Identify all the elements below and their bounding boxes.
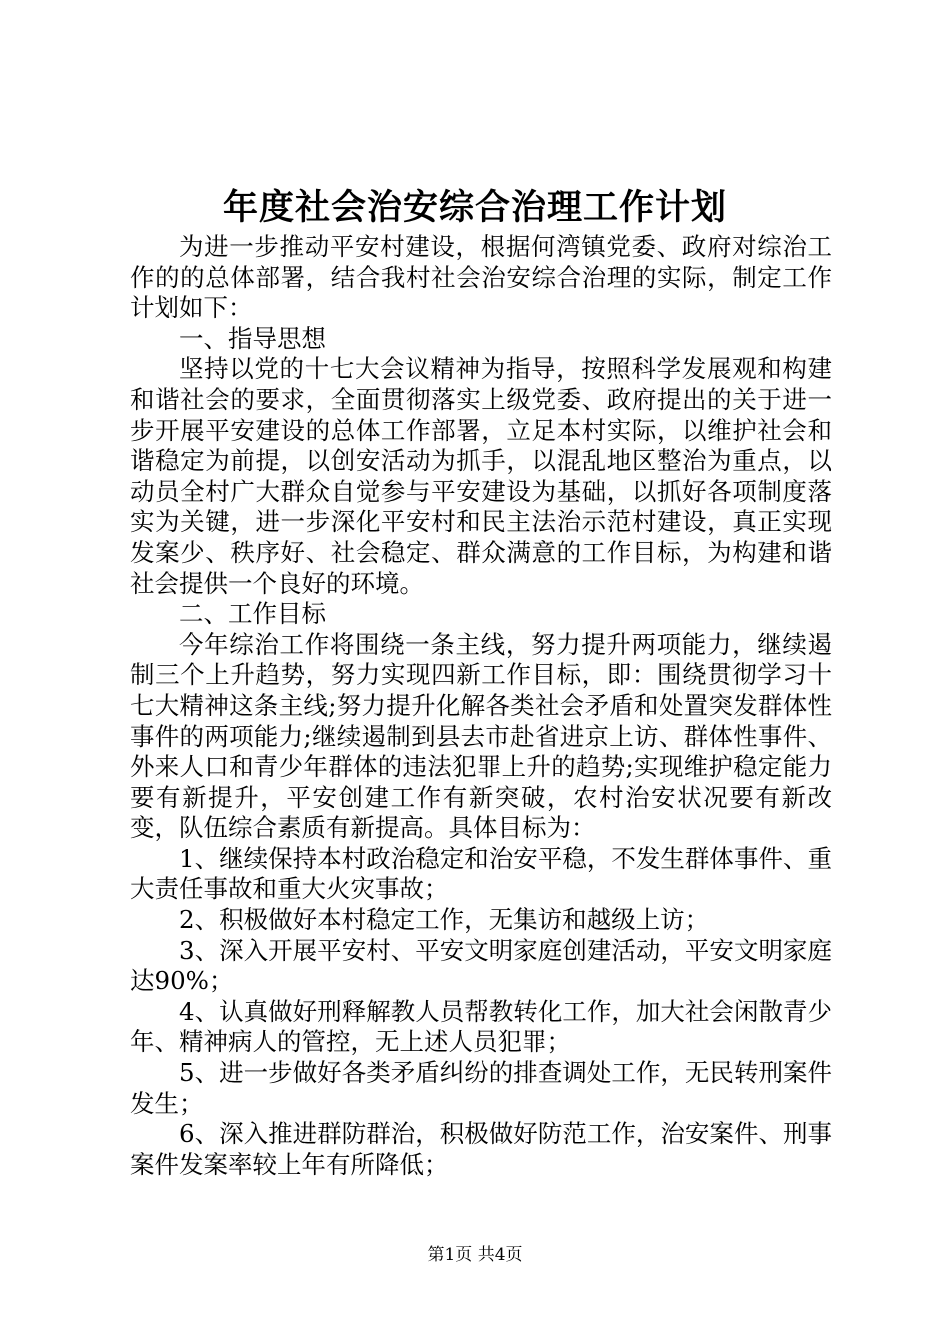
document-title: 年度社会治安综合治理工作计划	[222, 187, 727, 228]
guiding-ideology-paragraph: 坚持以党的十七大会议精神为指导，按照科学发展观和构建和谐社会的要求，全面贯彻落实上级党委、政府提出的关于进一步开展平安建设的总体工作部署，立足本村实际，以维护社会和谐稳定为前提，以创安活动为抓手，以混乱地区整治为重点，以动员全村广大群众自觉参与平安建设为基础，以抓好各项制度落实为关键，进一步深化平安村和民主法治示范村建设，真正实现发案少、秩序好、社会稳定、群众满意的工作目标，为构建和谐社会提供一个良好的环境。	[130, 354, 832, 598]
page-number-footer: 第1页 共4页	[427, 1245, 523, 1265]
goal-item-2: 2、积极做好本村稳定工作，无集访和越级上访；	[179, 905, 710, 935]
goal-item-1: 1、继续保持本村政治稳定和治安平稳，不发生群体事件、重大责任事故和重大火灾事故；	[130, 843, 832, 904]
goal-item-6: 6、深入推进群防群治，积极做好防范工作，治安案件、刑事案件发案率较上年有所降低；	[130, 1119, 832, 1179]
section-heading-guiding-ideology: 一、指导思想	[179, 323, 326, 353]
section-heading-work-goals: 二、工作目标	[179, 599, 326, 629]
document-body	[130, 232, 832, 1180]
goal-item-3: 3、深入开展平安村、平安文明家庭创建活动，平安文明家庭达90%；	[130, 935, 832, 996]
goal-item-4: 4、认真做好刑释解教人员帮教转化工作，加大社会闲散青少年、精神病人的管控，无上述人员犯罪；	[130, 996, 832, 1057]
work-goals-paragraph: 今年综治工作将围绕一条主线，努力提升两项能力，继续遏制三个上升趋势，努力实现四新工作目标，即：围绕贯彻学习十七大精神这条主线;努力提升化解各类社会矛盾和处置突发群体性事件的两项能力;继续遏制到县去市赴省进京上访、群体性事件、外来人口和青少年群体的违法犯罪上升的趋势;实现维护稳定能力要有新提升，平安创建工作有新突破，农村治安状况要有新改变，队伍综合素质有新提高。具体目标为：	[130, 629, 832, 843]
intro-paragraph: 为进一步推动平安村建设，根据何湾镇党委、政府对综治工作的的总体部署，结合我村社会治安综合治理的实际，制定工作计划如下：	[130, 232, 832, 323]
goal-item-5: 5、进一步做好各类矛盾纠纷的排查调处工作，无民转刑案件发生；	[130, 1058, 832, 1118]
